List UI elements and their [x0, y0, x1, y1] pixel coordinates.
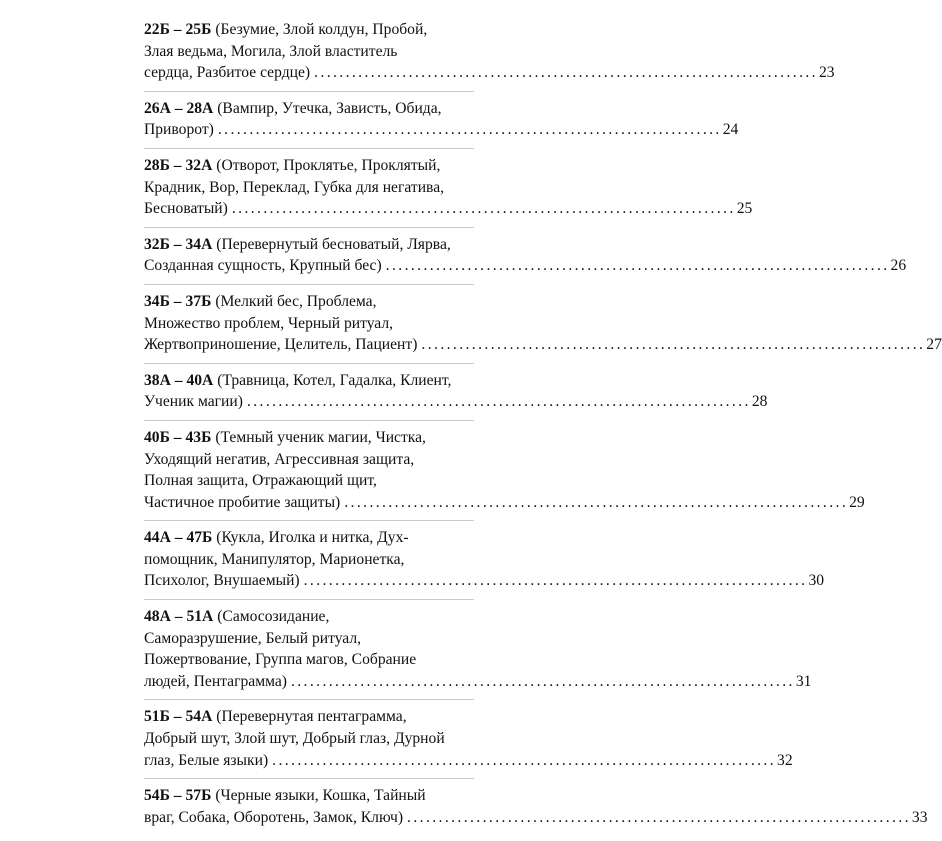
toc-entry-line — [144, 155, 474, 177]
toc-entry[interactable] — [144, 370, 768, 421]
toc-entry-last-line — [144, 750, 793, 772]
toc-entry-line — [144, 527, 474, 549]
page-number: 33 — [911, 808, 928, 826]
toc-entry-text: (Кукла, Иголка и нитка, Дух- — [216, 529, 409, 547]
toc-entry-line — [144, 706, 474, 728]
toc-entry[interactable] — [144, 706, 793, 779]
toc-entry-last-line — [144, 62, 835, 84]
table-of-contents — [144, 19, 942, 841]
toc-entry[interactable] — [144, 234, 907, 285]
page-number: 28 — [751, 393, 768, 411]
toc-entry-text: Приворот) — [144, 121, 214, 139]
toc-entry-last-line — [144, 119, 739, 141]
card-range: 54Б – 57Б — [144, 787, 212, 805]
toc-entry-text: (Вампир, Утечка, Зависть, Обида, — [217, 99, 442, 117]
card-range: 51Б – 54А — [144, 708, 213, 726]
dot-leader: ................................................................................ — [407, 808, 911, 826]
dot-leader: ................................................................................ — [290, 672, 795, 690]
page-number: 26 — [890, 257, 907, 275]
toc-entry-text: (Черные языки, Кошка, Тайный — [215, 787, 426, 805]
dot-leader: ................................................................................ — [303, 572, 808, 590]
card-range: 48А – 51А — [144, 608, 214, 626]
page-number: 31 — [795, 672, 812, 690]
page-number: 25 — [736, 200, 753, 218]
toc-entry[interactable] — [144, 291, 942, 364]
toc-entry-last-line — [144, 255, 907, 277]
toc-entry-line — [144, 291, 474, 313]
page-number: 23 — [818, 64, 835, 82]
dot-leader: ................................................................................ — [344, 493, 849, 511]
card-range: 38А – 40А — [144, 371, 214, 389]
toc-entry-text: Злая ведьма, Могила, Злой властитель — [144, 42, 398, 60]
toc-entry-text: Множество проблем, Черный ритуал, — [144, 314, 394, 332]
toc-entry-line — [144, 313, 474, 335]
card-range: 40Б – 43Б — [144, 428, 212, 446]
page-number: 27 — [926, 336, 942, 354]
card-range: 34Б – 37Б — [144, 292, 212, 310]
toc-entry-text: (Перевернутый бесноватый, Лярва, — [216, 235, 451, 253]
toc-entry-last-line — [144, 671, 812, 693]
toc-entry[interactable] — [144, 19, 835, 92]
toc-entry-last-line — [144, 391, 768, 413]
toc-entry-line — [144, 628, 474, 650]
page-number: 29 — [849, 493, 865, 511]
toc-entry-last-line — [144, 198, 753, 220]
card-range: 26А – 28А — [144, 99, 214, 117]
toc-entry-line — [144, 427, 474, 449]
card-range: 22Б – 25Б — [144, 21, 212, 38]
toc-entry-line — [144, 370, 474, 392]
toc-entry-text: Бесноватый) — [144, 200, 228, 218]
toc-entry-last-line — [144, 807, 928, 829]
card-range: 32Б – 34А — [144, 235, 213, 253]
page-number: 30 — [808, 572, 825, 590]
toc-entry-line — [144, 785, 474, 807]
toc-entry-text: Созданная сущность, Крупный бес) — [144, 257, 382, 275]
toc-entry-text: (Безумие, Злой колдун, Пробой, — [215, 21, 428, 38]
toc-entry-text: Ученик магии) — [144, 393, 243, 411]
toc-entry-text: (Перевернутая пентаграмма, — [216, 708, 407, 726]
toc-entry[interactable] — [144, 785, 928, 835]
toc-entry-line — [144, 649, 474, 671]
toc-entry[interactable] — [144, 98, 739, 149]
dot-leader: ................................................................................ — [272, 751, 777, 769]
toc-entry-text: Саморазрушение, Белый ритуал, — [144, 629, 362, 647]
toc-entry-text: сердца, Разбитое сердце) — [144, 64, 311, 82]
toc-entry-text: (Темный ученик магии, Чистка, — [215, 428, 426, 446]
dot-leader: ................................................................................ — [421, 336, 926, 354]
toc-entry-line — [144, 449, 474, 471]
toc-entry-text: Уходящий негатив, Агрессивная защита, — [144, 450, 415, 468]
toc-entry-text: Добрый шут, Злой шут, Добрый глаз, Дурной — [144, 730, 445, 748]
toc-entry[interactable] — [144, 427, 865, 521]
toc-entry-text: Психолог, Внушаемый) — [144, 572, 300, 590]
toc-entry[interactable] — [144, 527, 825, 600]
dot-leader: ................................................................................ — [246, 393, 751, 411]
dot-leader: ................................................................................ — [231, 200, 736, 218]
toc-entry-line — [144, 606, 474, 628]
toc-entry-line — [144, 41, 474, 63]
toc-entry-text: враг, Собака, Оборотень, Замок, Ключ) — [144, 808, 404, 826]
toc-entry-text: Крадник, Вор, Переклад, Губка для негатива, — [144, 178, 445, 196]
toc-entry-text: людей, Пентаграмма) — [144, 672, 287, 690]
toc-entry[interactable] — [144, 606, 812, 700]
toc-entry-text: Частичное пробитие защиты) — [144, 493, 341, 511]
toc-entry-last-line — [144, 334, 942, 356]
card-range: 28Б – 32А — [144, 156, 213, 174]
dot-leader: ................................................................................ — [217, 121, 722, 139]
toc-entry[interactable] — [144, 155, 753, 228]
dot-leader: ................................................................................ — [314, 64, 818, 82]
page-number: 24 — [722, 121, 739, 139]
toc-entry-text: Полная защита, Отражающий щит, — [144, 472, 377, 490]
toc-entry-line — [144, 728, 474, 750]
toc-entry-text: помощник, Манипулятор, Марионетка, — [144, 550, 405, 568]
toc-entry-text: Пожертвование, Группа магов, Собрание — [144, 651, 417, 669]
toc-entry-last-line — [144, 570, 825, 592]
toc-entry-line — [144, 98, 474, 120]
toc-entry-text: Жертвоприношение, Целитель, Пациент) — [144, 336, 418, 354]
toc-entry-text: (Мелкий бес, Проблема, — [215, 292, 377, 310]
dot-leader: ................................................................................ — [385, 257, 890, 275]
toc-entry-text: (Самосозидание, — [217, 608, 330, 626]
toc-entry-line — [144, 19, 474, 41]
toc-entry-text: (Отворот, Проклятье, Проклятый, — [216, 156, 441, 174]
page-number: 32 — [777, 751, 793, 769]
toc-entry-line — [144, 470, 474, 492]
card-range: 44А – 47Б — [144, 529, 213, 547]
toc-entry-last-line — [144, 492, 865, 514]
toc-entry-text: (Травница, Котел, Гадалка, Клиент, — [217, 371, 452, 389]
toc-entry-line — [144, 177, 474, 199]
toc-entry-text: глаз, Белые языки) — [144, 751, 269, 769]
toc-entry-line — [144, 234, 474, 256]
toc-entry-line — [144, 549, 474, 571]
